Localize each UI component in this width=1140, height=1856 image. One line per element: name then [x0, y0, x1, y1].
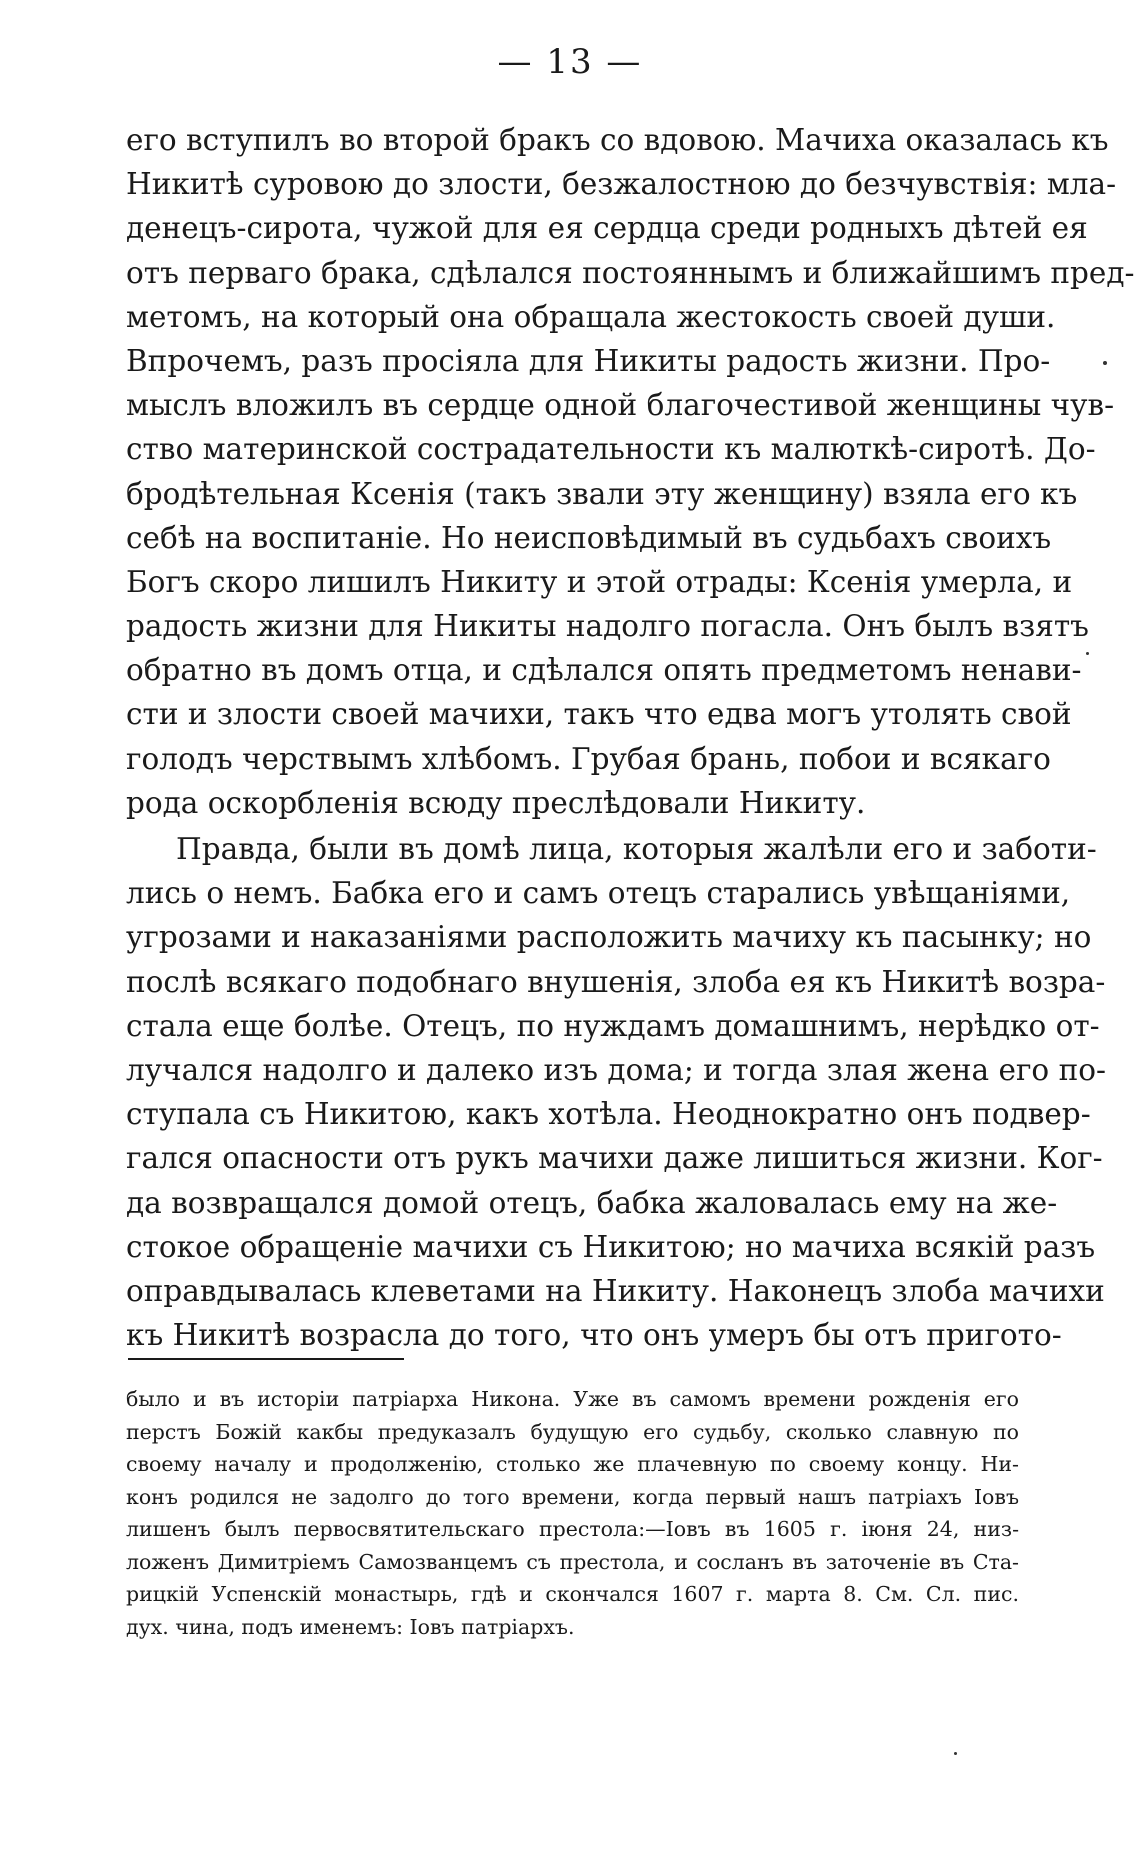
text-line: лись о немъ. Бабка его и самъ отецъ старались увѣщаніями, [126, 876, 1071, 911]
footnote-line: конъ родился не задолго до того времени, когда первый нашъ патріахъ Іовъ [126, 1484, 1019, 1509]
text-line: ступала съ Никитою, какъ хотѣла. Неоднократно онъ подвер- [126, 1097, 1091, 1132]
text-line: Никитѣ суровою до злости, безжалостною до безчувствія: мла- [126, 167, 1117, 202]
text-line: его вступилъ во второй бракъ со вдовою. Мачиха оказалась къ [126, 123, 1109, 157]
text-line: рода оскорбленія всюду преслѣдовали Никиту. [126, 785, 866, 820]
text-line: Впрочемъ, разъ просіяла для Никиты радость жизни. Про- [126, 343, 1051, 378]
footnote-line: лишенъ былъ первосвятительскаго престола:—Іовъ въ 1605 г. іюня 24, низ- [126, 1517, 1019, 1541]
text-line: стокое обращеніе мачихи съ Никитою; но мачиха всякій разъ [126, 1229, 1096, 1264]
text-line: стала еще болѣе. Отецъ, по нуждамъ домашнимъ, нерѣдко от- [126, 1008, 1100, 1043]
text-line: сти и злости своей мачихи, такъ что едва могъ утолять свой [126, 697, 1072, 732]
text-line: Богъ скоро лишилъ Никиту и этой отрады: Ксенія умерла, и [126, 564, 1073, 599]
text-line: денецъ-сирота, чужой для ея сердца среди родныхъ дѣтей ея [126, 211, 1088, 246]
text-line: послѣ всякаго подобнаго внушенія, злоба ея къ Никитѣ возра- [126, 964, 1106, 999]
footnote-line: своему началу и продолженію, столько же плачевную по своему концу. Ни- [126, 1452, 1019, 1476]
footnote-line: перстъ Божій какбы предуказалъ будущую его судьбу, сколько славную по [126, 1419, 1019, 1444]
text-line: бродѣтельная Ксенія (такъ звали эту женщину) взяла его къ [126, 476, 1078, 511]
text-line: ство материнской сострадательности къ малюткѣ-сиротѣ. До- [126, 432, 1096, 467]
ink-speck [1103, 361, 1107, 365]
text-line: лучался надолго и далеко изъ дома; и тогда злая жена его по- [126, 1052, 1106, 1087]
footnote [126, 1383, 1019, 1643]
ink-speck [954, 1752, 957, 1755]
text-line: да возвращался домой отецъ, бабка жаловалась ему на же- [126, 1185, 1058, 1220]
text-line: голодъ черствымъ хлѣбомъ. Грубая брань, побои и всякаго [126, 741, 1051, 776]
footnote-line: было и въ исторіи патріарха Никона. Уже въ самомъ времени рожденія его [126, 1387, 1019, 1411]
footnote-line: ложенъ Димитріемъ Самозванцемъ съ престола, и сосланъ въ заточеніе въ Ста- [126, 1549, 1019, 1574]
text-line: мыслъ вложилъ въ сердце одной благочестивой женщины чув- [126, 388, 1115, 423]
main-text [126, 118, 1135, 1357]
text-line: къ Никитѣ возрасла до того, что онъ умеръ бы отъ пригото- [126, 1318, 1062, 1353]
footnote-line: дух. чина, подъ именемъ: Іовъ патріархъ. [126, 1614, 575, 1639]
ink-speck [1086, 652, 1089, 655]
text-line: обратно въ домъ отца, и сдѣлался опять предметомъ ненави- [126, 653, 1082, 688]
text-line: себѣ на воспитаніе. Но неисповѣдимый въ судьбахъ своихъ [126, 520, 1052, 555]
text-line: Правда, были въ домѣ лица, которыя жалѣли его и заботи- [176, 832, 1097, 866]
text-line: угрозами и наказаніями расположить мачиху къ пасынку; но [126, 920, 1092, 955]
text-line: отъ перваго брака, сдѣлался постояннымъ и ближайшимъ пред- [126, 255, 1135, 290]
footnote-line: рицкій Успенскій монастырь, гдѣ и скончался 1607 г. марта 8. См. Сл. пис. [126, 1582, 1019, 1606]
text-line: оправдывалась клеветами на Никиту. Наконецъ злоба мачихи [126, 1273, 1105, 1308]
page-number: — 13 — [497, 42, 643, 82]
text-line: радость жизни для Никиты надолго погасла. Онъ былъ взятъ [126, 609, 1089, 644]
footnote-divider [128, 1358, 404, 1360]
text-line: метомъ, на который она обращала жестокость своей души. [126, 299, 1056, 334]
text-line: гался опасности отъ рукъ мачихи даже лишиться жизни. Ког- [126, 1141, 1103, 1176]
